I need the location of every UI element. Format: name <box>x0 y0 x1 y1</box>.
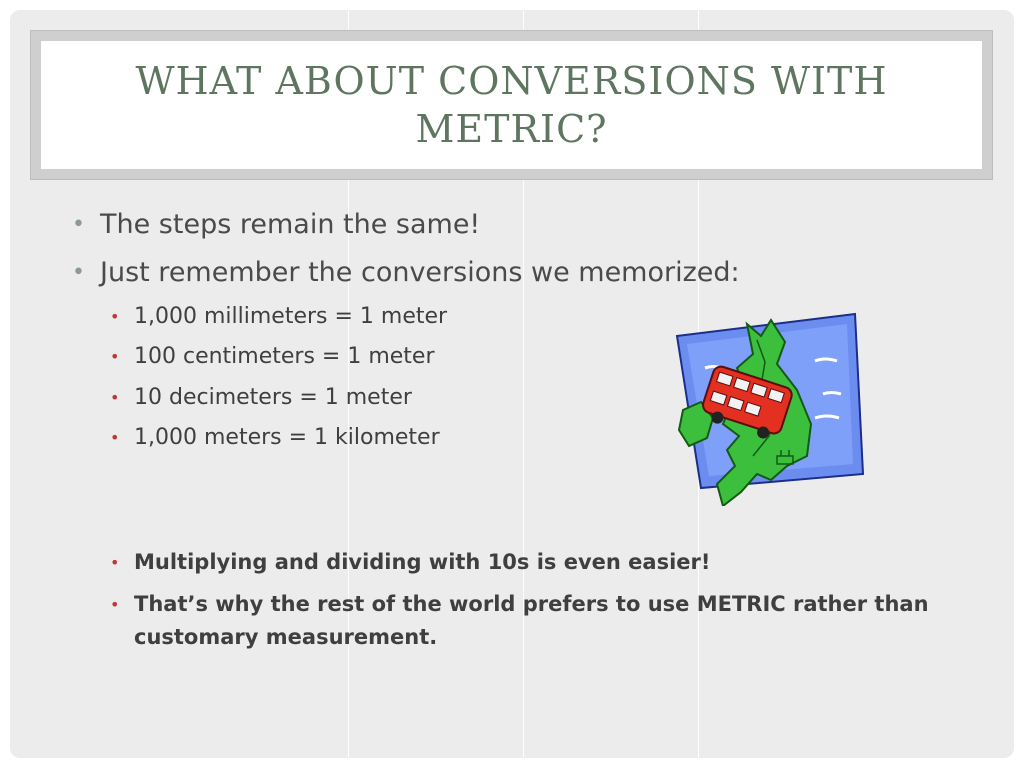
bullet-marker: • <box>72 260 85 285</box>
slide-title: WHAT ABOUT CONVERSIONS WITH METRIC? <box>135 59 888 151</box>
sub-bullet-text: 1,000 millimeters = 1 meter <box>134 304 448 329</box>
bullet-text: Just remember the conversions we memorized: <box>100 257 740 288</box>
sub-bullet-text: 100 centimeters = 1 meter <box>134 344 435 369</box>
slide-content <box>10 10 1014 758</box>
sub-bullet-marker: • <box>110 307 120 326</box>
uk-map-double-decker-bus-icon <box>665 306 865 506</box>
sub-bullet-marker: • <box>110 428 120 447</box>
slide <box>10 10 1014 758</box>
sub-bullet-marker: • <box>110 595 120 614</box>
sub-bullet-marker: • <box>110 347 120 366</box>
bullet-text: The steps remain the same! <box>100 209 481 240</box>
sub-bullet-marker: • <box>110 553 120 572</box>
bullet-marker: • <box>72 212 85 237</box>
sub-bullet-text: 1,000 meters = 1 kilometer <box>134 425 440 450</box>
sub-bullet-text: 10 decimeters = 1 meter <box>134 385 412 410</box>
sub-bullet-marker: • <box>110 388 120 407</box>
sub-bullet-text: Multiplying and dividing with 10s is even easier! <box>134 550 711 574</box>
sub-bullet-text: That’s why the rest of the world prefers to use METRIC rather than customary measurement. <box>134 592 929 649</box>
